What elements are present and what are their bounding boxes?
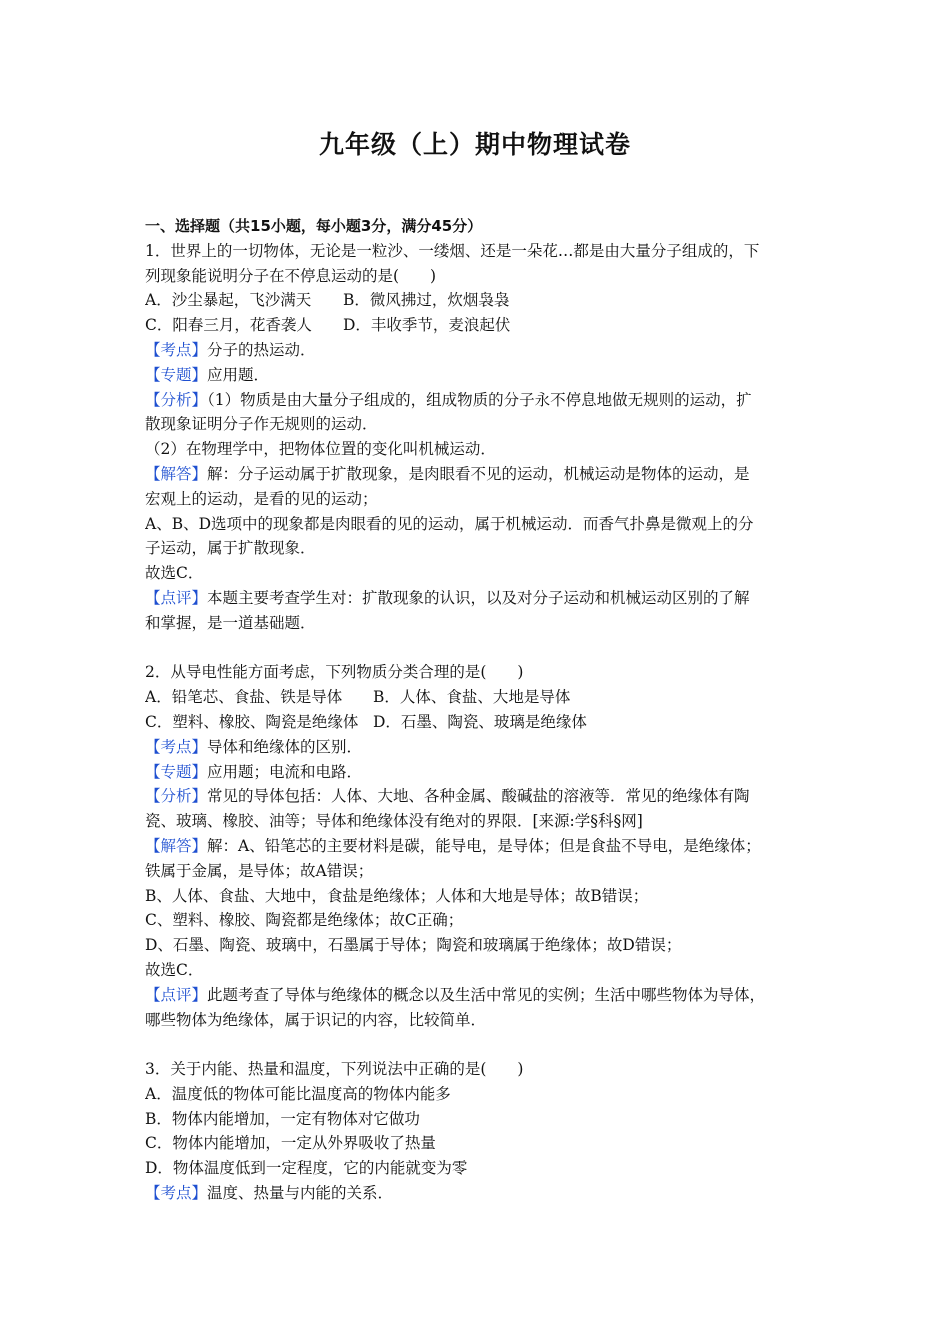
kaodian-tag: 【考点】 xyxy=(145,737,208,756)
kaodian-tag: 【考点】 xyxy=(145,340,208,359)
kaodian xyxy=(145,1181,810,1206)
jieda-text: D、石墨、陶瓷、玻璃中，石墨属于导体；陶瓷和玻璃属于绝缘体；故D错误； xyxy=(145,936,682,955)
question-stem: 2．从导电性能方面考虑，下列物质分类合理的是( ) xyxy=(145,663,524,682)
question-stem: 1．世界上的一切物体，无论是一粒沙、一缕烟、还是一朵花…都是由大量分子组成的，下 xyxy=(145,241,760,260)
dianping-text: 本题主要考查学生对：扩散现象的认识，以及对分子运动和机械运动区别的了解 xyxy=(207,588,750,607)
zhuanti-tag: 【专题】 xyxy=(145,762,208,781)
fenxi-text: 瓷、玻璃、橡胶、油等；导体和绝缘体没有绝对的界限．[来源:学§科§网] xyxy=(145,812,643,831)
question-stem: 列现象能说明分子在不停息运动的是( ) xyxy=(145,266,437,285)
dianping xyxy=(145,586,810,611)
option-d: D．物体温度低到一定程度，它的内能就变为零 xyxy=(145,1159,468,1178)
dianping-text: 和掌握，是一道基础题． xyxy=(145,613,316,632)
spacer xyxy=(145,1032,810,1057)
jieda-text: 宏观上的运动，是看的见的运动； xyxy=(145,489,378,508)
jieda-text: B、人体、食盐、大地中，食盐是绝缘体；人体和大地是导体；故B错误； xyxy=(145,886,649,905)
jieda xyxy=(145,462,810,487)
kaodian xyxy=(145,735,810,760)
jieda-text: 解：分子运动属于扩散现象，是肉眼看不见的运动，机械运动是物体的运动，是 xyxy=(207,464,750,483)
dianping-tag: 【点评】 xyxy=(145,985,208,1004)
option-d: D．石墨、陶瓷、玻璃是绝缘体 xyxy=(373,712,587,731)
kaodian-tag: 【考点】 xyxy=(145,1184,208,1203)
fenxi-text: （1）物质是由大量分子组成的，组成物质的分子永不停息地做无规则的运动，扩 xyxy=(207,390,752,409)
option-b: B．物体内能增加，一定有物体对它做功 xyxy=(145,1109,420,1128)
question-2 xyxy=(145,660,810,1032)
fenxi-text: 散现象证明分子作无规则的运动． xyxy=(145,415,378,434)
kaodian-text: 温度、热量与内能的关系． xyxy=(207,1184,394,1203)
option-c: C．阳春三月，花香袭人 xyxy=(145,316,312,335)
options-row xyxy=(145,288,810,313)
jieda-text: A、B、D选项中的现象都是肉眼看的见的运动，属于机械运动．而香气扑鼻是微观上的分 xyxy=(145,514,754,533)
question-1 xyxy=(145,239,810,636)
jieda-text: 解：A、铅笔芯的主要材料是碳，能导电，是导体；但是食盐不导电，是绝缘体； xyxy=(207,836,761,855)
fenxi-tag: 【分析】 xyxy=(145,787,208,806)
jieda xyxy=(145,834,810,859)
fenxi-text: （2）在物理学中，把物体位置的变化叫机械运动． xyxy=(145,440,496,459)
zhuanti xyxy=(145,363,810,388)
section-heading: 一、选择题（共15小题，每小题3分，满分45分） xyxy=(145,217,483,235)
options-row xyxy=(145,710,810,735)
jieda-tag: 【解答】 xyxy=(145,464,208,483)
zhuanti-tag: 【专题】 xyxy=(145,365,208,384)
option-a: A．铅笔芯、食盐、铁是导体 xyxy=(145,688,343,707)
options-row xyxy=(145,313,810,338)
spacer xyxy=(145,636,810,661)
dianping-text: 哪些物体为绝缘体，属于识记的内容，比较简单． xyxy=(145,1010,487,1029)
option-d: D．丰收季节，麦浪起伏 xyxy=(343,316,511,335)
zhuanti-text: 应用题． xyxy=(207,365,270,384)
fenxi-tag: 【分析】 xyxy=(145,390,208,409)
jieda-text: 子运动，属于扩散现象． xyxy=(145,539,316,558)
answer-text: 故选C． xyxy=(145,960,204,979)
fenxi xyxy=(145,784,810,809)
jieda-text: C、塑料、橡胶、陶瓷都是绝缘体；故C正确； xyxy=(145,911,464,930)
kaodian-text: 分子的热运动． xyxy=(207,340,316,359)
dianping xyxy=(145,983,810,1008)
jieda-text: 铁属于金属，是导体；故A错误； xyxy=(145,861,374,880)
dianping-tag: 【点评】 xyxy=(145,588,208,607)
jieda-tag: 【解答】 xyxy=(145,836,208,855)
option-a: A．沙尘暴起，飞沙满天 xyxy=(145,291,312,310)
kaodian xyxy=(145,338,810,363)
dianping-text: 此题考查了导体与绝缘体的概念以及生活中常见的实例；生活中哪些物体为导体， xyxy=(207,985,766,1004)
document-body xyxy=(145,214,810,1206)
question-stem: 3．关于内能、热量和温度，下列说法中正确的是( ) xyxy=(145,1060,524,1079)
question-3 xyxy=(145,1057,810,1206)
option-b: B．人体、食盐、大地是导体 xyxy=(373,688,571,707)
option-b: B．微风拂过，炊烟袅袅 xyxy=(343,291,510,310)
fenxi-text: 常见的导体包括：人体、大地、各种金属、酸碱盐的溶液等．常见的绝缘体有陶 xyxy=(207,787,750,806)
fenxi xyxy=(145,388,810,413)
option-c: C．塑料、橡胶、陶瓷是绝缘体 xyxy=(145,712,359,731)
zhuanti xyxy=(145,760,810,785)
answer-text: 故选C． xyxy=(145,564,204,583)
zhuanti-text: 应用题；电流和电路． xyxy=(207,762,363,781)
option-a: A．温度低的物体可能比温度高的物体内能多 xyxy=(145,1084,451,1103)
option-c: C．物体内能增加，一定从外界吸收了热量 xyxy=(145,1134,436,1153)
kaodian-text: 导体和绝缘体的区别． xyxy=(207,737,363,756)
page-title: 九年级（上）期中物理试卷 xyxy=(318,130,631,159)
options-row xyxy=(145,685,810,710)
